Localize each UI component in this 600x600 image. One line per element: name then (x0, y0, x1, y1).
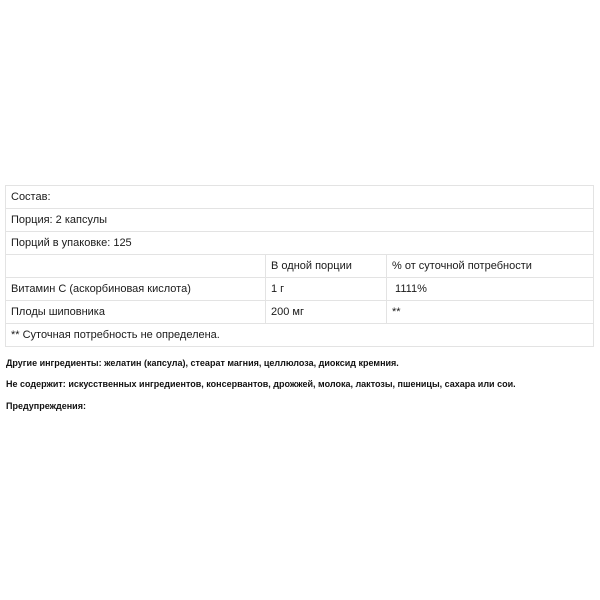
header-name-cell (6, 255, 266, 278)
ingredient-name-cell: Витамин С (аскорбиновая кислота) (6, 278, 266, 301)
other-ingredients-text: желатин (капсула), стеарат магния, целлюлоза, диоксид кремния. (101, 358, 399, 368)
servings-per-pack-label: Порций в упаковке: 125 (6, 232, 594, 255)
ingredient-dv-cell: ** (387, 301, 594, 324)
table-row (6, 301, 594, 324)
warnings-line (6, 401, 86, 411)
supplement-facts-table (5, 185, 594, 347)
footnote-text: ** Суточная потребность не определена. (6, 324, 594, 347)
footnote-row (6, 324, 594, 347)
does-not-contain-line (6, 379, 516, 389)
does-not-contain-text: искусственных ингредиентов, консервантов, дрожжей, молока, лактозы, пшеницы, сахара или сои. (65, 379, 516, 389)
servings-per-pack-row (6, 232, 594, 255)
ingredient-dv-cell: 1111% (387, 278, 594, 301)
does-not-contain-label: Не содержит: (6, 379, 66, 389)
serving-size-label: Порция: 2 капсулы (6, 209, 594, 232)
other-ingredients-label: Другие ингредиенты: (6, 358, 102, 368)
ingredient-name-cell: Плоды шиповника (6, 301, 266, 324)
table-row (6, 278, 594, 301)
table-header-row (6, 255, 594, 278)
composition-row (6, 186, 594, 209)
warnings-label: Предупреждения: (6, 401, 86, 411)
composition-label: Состав: (6, 186, 594, 209)
ingredient-amount-cell: 1 г (266, 278, 387, 301)
header-per-serving-cell: В одной порции (266, 255, 387, 278)
serving-row (6, 209, 594, 232)
other-ingredients-line (6, 358, 399, 368)
header-daily-value-cell: % от суточной потребности (387, 255, 594, 278)
ingredient-amount-cell: 200 мг (266, 301, 387, 324)
